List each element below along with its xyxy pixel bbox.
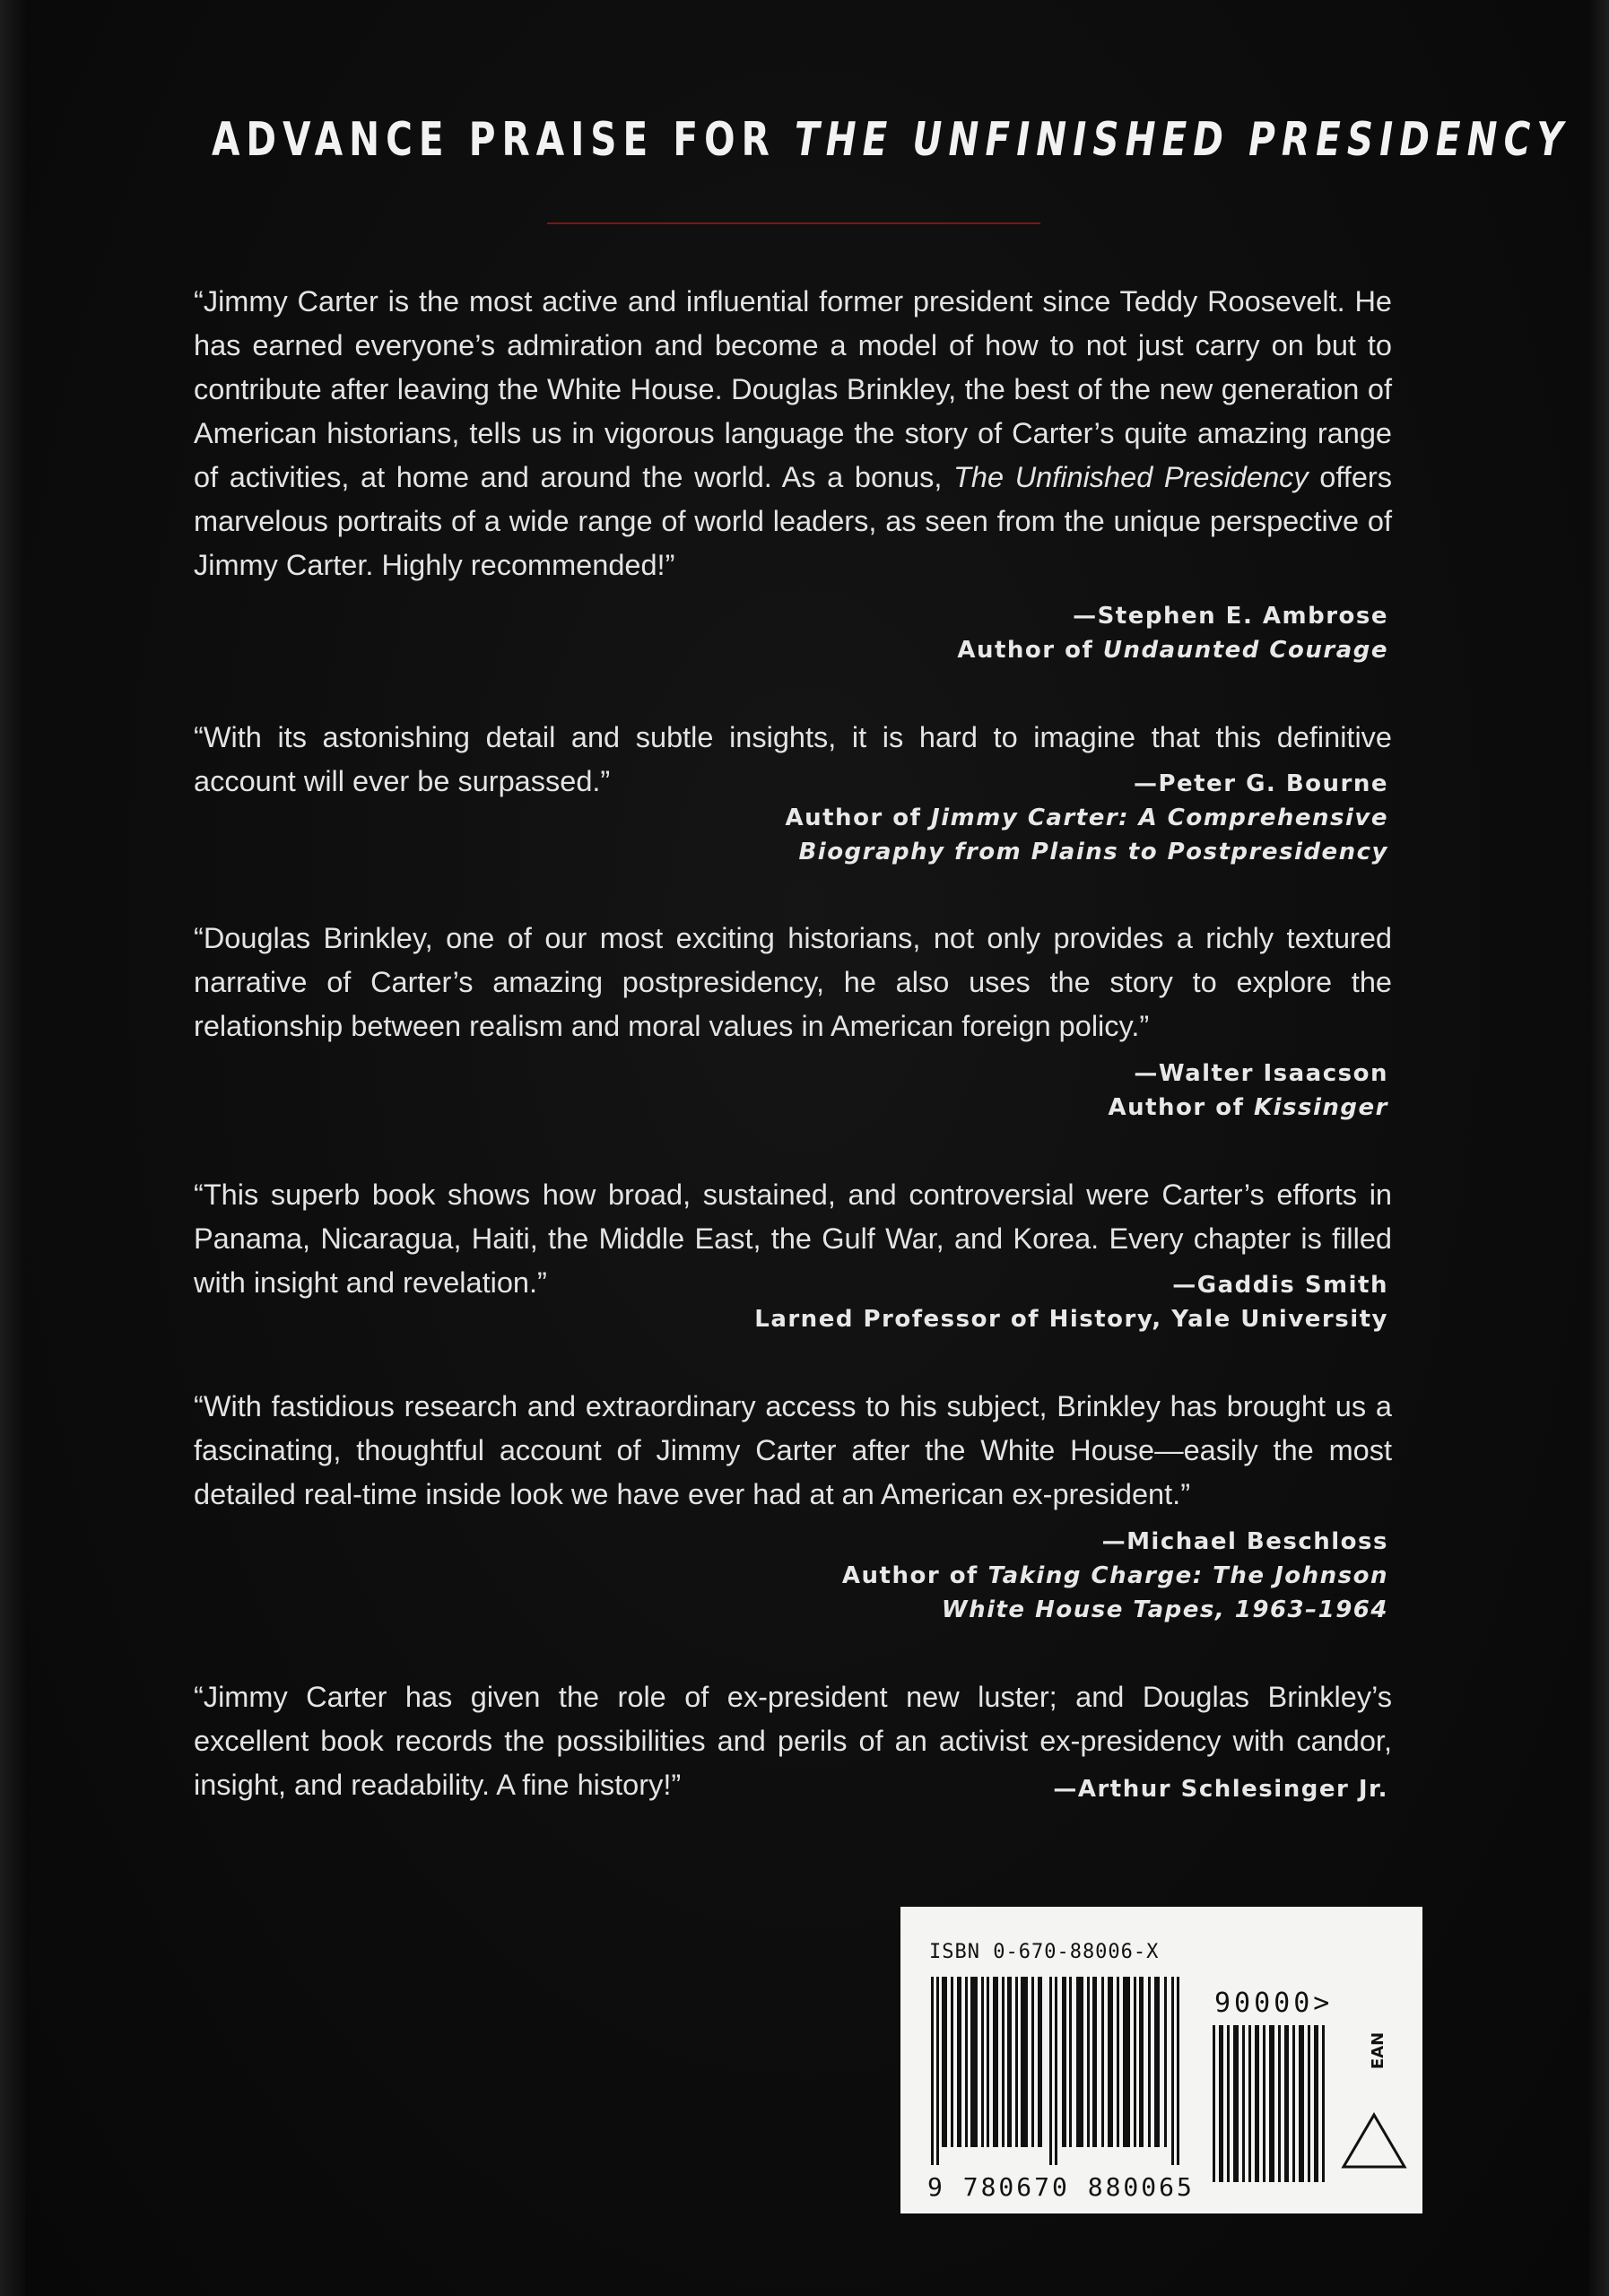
credit-book-line2: White House Tapes, 1963–1964 (941, 1596, 1388, 1623)
credit-book-line2: Biography from Plains to Postpresidency (798, 839, 1388, 865)
addon-barcode (1211, 2025, 1327, 2182)
quote-schlesinger-text: “Jimmy Carter has given the role of ex-president new luster; and Douglas Brinkley’s excellent book records the possibilities and perils of an activist ex-presidency with candor, insight, and readability. A fine history!” (194, 1681, 1392, 1801)
quote-bourne-text: “With its astonishing detail and subtle insights, it is hard to imagine that this definitive account will ever be surpassed.” (194, 721, 1392, 797)
quote-isaacson-text: “Douglas Brinkley, one of our most exciting historians, not only provides a richly textured narrative of Carter’s amazing postpresidency, he also uses the story to explore the relationship between realism and moral values in American foreign policy.” (194, 922, 1392, 1042)
attribution-credit: Larned Professor of History, Yale University (754, 1306, 1388, 1333)
credit-book: Undaunted Courage (1102, 637, 1388, 664)
addon-digits: 90000> (1214, 1987, 1334, 2019)
attribution-credit (786, 801, 1389, 835)
attribution-bourne (786, 767, 1389, 869)
quote-beschloss (194, 1385, 1392, 1517)
attribution-credit (1108, 1091, 1388, 1125)
cover-edge-left (0, 0, 25, 2296)
ean-digits: 9 780670 880065 (927, 2172, 1195, 2202)
attribution-name: —Stephen E. Ambrose (1073, 603, 1388, 630)
attribution-name: —Gaddis Smith (1172, 1272, 1388, 1299)
attribution-smith (754, 1268, 1388, 1336)
quote-smith-text: “This superb book shows how broad, sustained, and controversial were Carter’s efforts in Panama, Nicaragua, Haiti, the Middle East, the Gulf War, and Korea. Every chapter is filled with insight and revelation.” (194, 1178, 1392, 1299)
attribution-isaacson (1108, 1057, 1388, 1125)
isbn-number: ISBN 0-670-88006-X (929, 1941, 1160, 1963)
attribution-name: —Peter G. Bourne (1133, 770, 1388, 797)
quote-isaacson (194, 917, 1392, 1048)
advance-praise-heading (212, 113, 1570, 167)
credit-prefix: Author of (957, 637, 1103, 664)
credit-book-line1: Jimmy Carter: A Comprehensive (931, 804, 1388, 831)
attribution-schlesinger (1053, 1772, 1388, 1806)
cover-edge-right (1589, 0, 1609, 2296)
quote-ambrose (194, 280, 1392, 587)
attribution-name: —Arthur Schlesinger Jr. (1053, 1776, 1388, 1803)
barcode-label (900, 1907, 1422, 2213)
attribution-name: —Walter Isaacson (1134, 1060, 1388, 1087)
attribution-beschloss (842, 1525, 1388, 1627)
credit-prefix: Author of (785, 804, 932, 831)
ean-barcode (926, 1977, 1184, 2165)
credit-book-line1: Taking Charge: The Johnson (987, 1562, 1388, 1589)
attribution-credit (957, 633, 1388, 667)
attribution-ambrose (957, 599, 1388, 667)
quote-beschloss-text: “With fastidious research and extraordinary access to his subject, Brinkley has brought us a fascinating, thoughtful account of Jimmy Carter after the White House—easily the most detailed real-time inside look we have ever had at an American ex-president.” (194, 1390, 1392, 1510)
credit-prefix: Author of (841, 1562, 988, 1589)
quote-ambrose-text-1: “Jimmy Carter is the most active and influential former president since Teddy Roosevelt. He has earned everyone’s admiration and become a model of how to not just carry on but to contribute after leaving the White House. Douglas Brinkley, the best of the new generation of American historians, tells us in vigorous language the story of Carter’s quite amazing range of activities, at home and around the world. As a bonus, (194, 285, 1392, 493)
heading-rule (547, 222, 1040, 224)
heading-book-title: THE UNFINISHED PRESIDENCY (795, 113, 1570, 167)
quote-ambrose-italic: The Unfinished Presidency (953, 461, 1309, 493)
publisher-triangle-icon (1340, 2109, 1408, 2172)
ean-label: EAN (1369, 2031, 1388, 2070)
credit-prefix: Author of (1108, 1094, 1254, 1121)
credit-book: Kissinger (1254, 1094, 1388, 1121)
attribution-credit (842, 1559, 1388, 1593)
heading-prefix: ADVANCE PRAISE FOR (212, 113, 776, 167)
quote-ambrose-text-2: offers marvelous portraits of a wide range of world leaders, as seen from the unique perspective of Jimmy Carter. Highly recommended!” (194, 461, 1392, 581)
attribution-name: —Michael Beschloss (1101, 1528, 1388, 1555)
